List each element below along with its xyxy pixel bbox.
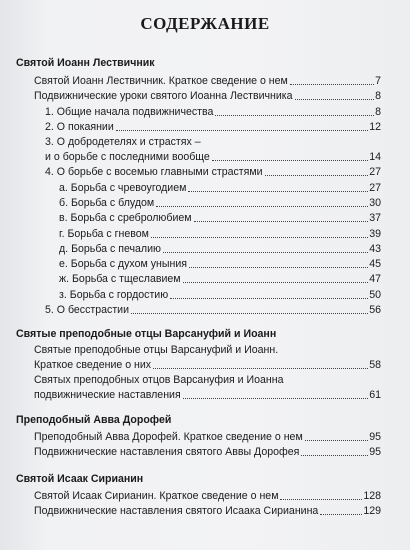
- toc-entry[interactable]: Святой Иоанн Лествичник. Краткое сведение о нем 7: [34, 75, 381, 87]
- toc-entry[interactable]: подвижнические наставления 61: [34, 389, 381, 401]
- toc-entry[interactable]: 4. О борьбе с восемью главными страстями 27: [45, 166, 381, 178]
- toc-entry[interactable]: г. Борьба с гневом 39: [59, 228, 381, 240]
- toc-entry[interactable]: е. Борьба с духом уныния 45: [59, 258, 381, 270]
- toc-entry[interactable]: Подвижнические наставления святого Исаака Сирианина 129: [34, 505, 381, 517]
- toc-entry-line: 3. О добродетелях и страстях –: [45, 136, 201, 148]
- toc-entry[interactable]: Краткое сведение о них 58: [34, 359, 381, 371]
- section-heading: Преподобный Авва Дорофей: [16, 414, 172, 426]
- toc-entry[interactable]: з. Борьба с гордостию 50: [59, 289, 381, 301]
- toc-entry[interactable]: Подвижнические уроки святого Иоанна Лествичника 8: [34, 90, 381, 102]
- toc-entry[interactable]: ж. Борьба с тщеславием 47: [59, 273, 381, 285]
- toc-entry[interactable]: б. Борьба с блудом 30: [59, 197, 381, 209]
- toc-entry[interactable]: в. Борьба с сребролюбием 37: [59, 212, 381, 224]
- toc-entry[interactable]: Преподобный Авва Дорофей. Краткое сведение о нем 95: [34, 431, 381, 443]
- toc-entry-line: Святых преподобных отцов Варсануфия и Иоанна: [34, 374, 284, 386]
- toc-entry[interactable]: Подвижнические наставления святого Аввы Дорофея 95: [34, 446, 381, 458]
- toc-entry[interactable]: а. Борьба с чревоугодием 27: [59, 182, 381, 194]
- toc-entry[interactable]: 5. О бесстрастии 56: [45, 304, 381, 316]
- toc-entry[interactable]: д. Борьба с печалию 43: [59, 243, 381, 255]
- toc-entry-line: Святые преподобные отцы Варсануфий и Иоанн.: [34, 344, 279, 356]
- section-heading: Святой Исаак Сирианин: [16, 473, 144, 485]
- section-heading: Святые преподобные отцы Варсануфий и Иоанн: [16, 328, 277, 340]
- page-title: СОДЕРЖАНИЕ: [140, 14, 270, 33]
- toc-entry[interactable]: Святой Исаак Сирианин. Краткое сведение о нем 128: [34, 490, 381, 502]
- toc-entry[interactable]: и о борьбе с последними вообще 14: [45, 151, 381, 163]
- section-heading: Святой Иоанн Лествичник: [16, 57, 155, 69]
- toc-entry[interactable]: 2. О покаянии 12: [45, 121, 381, 133]
- toc-entry[interactable]: 1. Общие начала подвижничества 8: [45, 106, 381, 118]
